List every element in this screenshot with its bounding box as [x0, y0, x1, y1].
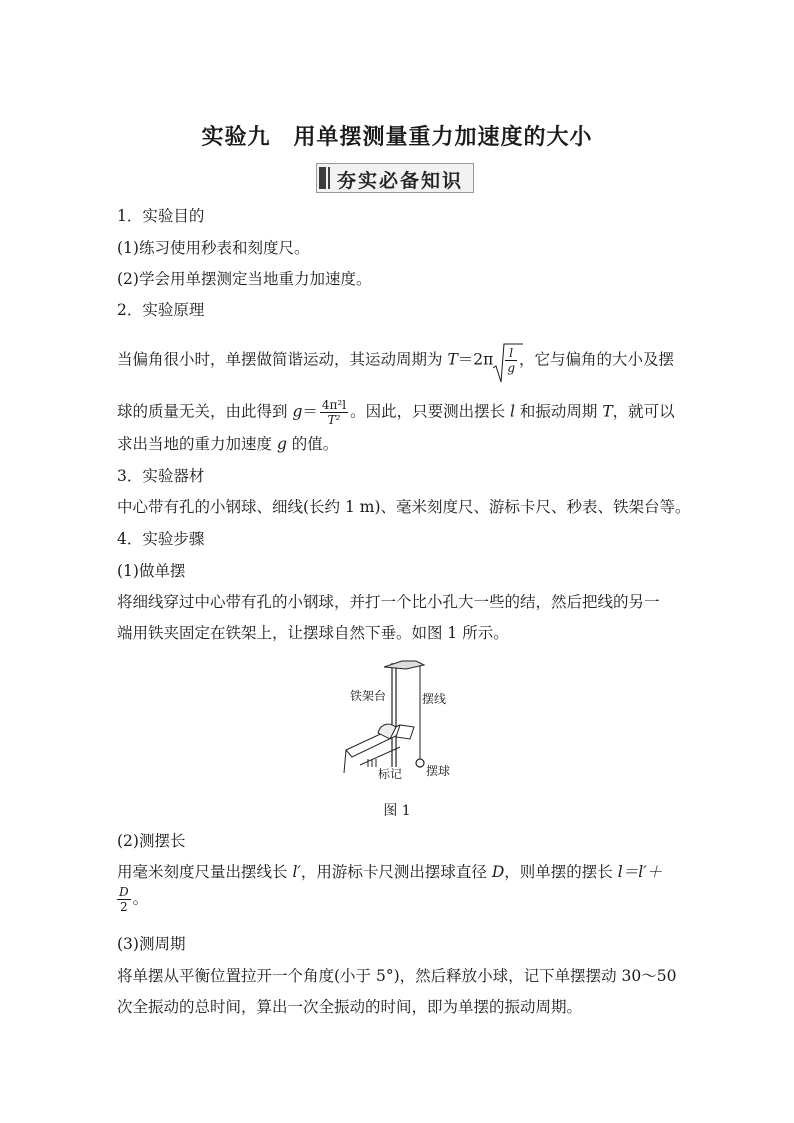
sqrt-formula — [493, 346, 519, 375]
text: 和振动周期 — [514, 402, 603, 421]
text: ，就可以 — [612, 402, 675, 421]
var-D: D — [491, 863, 505, 881]
var-T: T — [447, 350, 458, 369]
banner-text: 夯实必备知识 — [337, 170, 464, 192]
text: 求出当地的重力加速度 — [117, 435, 277, 453]
var-l: l — [510, 402, 515, 421]
step-2-line-2 — [117, 885, 148, 914]
frac-den: T² — [320, 412, 348, 427]
step-2-heading: (2)测摆长 — [117, 832, 186, 850]
step-3-line-2: 次全振动的总时间，算出一次全振动的时间，即为单摆的振动周期。 — [117, 998, 583, 1016]
heading-equipment: 3．实验器材 — [117, 467, 205, 485]
sqrt-sign-icon — [493, 342, 523, 384]
purpose-item-1: (1)练习使用秒表和刻度尺。 — [117, 239, 310, 257]
banner-bar-thin-icon — [328, 167, 330, 189]
label-stand: 铁架台 — [350, 689, 387, 703]
step-2-line-1 — [117, 862, 662, 882]
step-3-heading: (3)测周期 — [117, 935, 186, 953]
text: 球的质量无关，由此得到 — [117, 402, 293, 421]
label-ball: 摆球 — [426, 764, 451, 778]
heading-principle: 2．实验原理 — [117, 301, 205, 319]
text: ，则单摆的摆长 — [504, 863, 618, 881]
step-1-heading: (1)做单摆 — [117, 562, 186, 580]
text: ，用游标卡尺测出摆球直径 — [300, 863, 492, 881]
formula-length: l＝l′＋ — [617, 863, 663, 881]
label-string: 摆线 — [422, 692, 447, 706]
heading-steps: 4．实验步骤 — [117, 530, 205, 548]
label-mark: 标记 — [378, 767, 403, 781]
purpose-item-2: (2)学会用单摆测定当地重力加速度。 — [117, 270, 372, 288]
figure-caption: 图 1 — [383, 803, 411, 819]
principle-line-1 — [117, 346, 674, 375]
fraction-g-formula — [320, 398, 348, 427]
banner-bar-icon — [319, 167, 326, 189]
equipment-list: 中心带有孔的小钢球、细线(长约 1 m)、毫米刻度尺、游标卡尺、秒表、铁架台等。 — [117, 498, 691, 516]
section-banner — [316, 163, 474, 193]
text: ＝2π — [457, 350, 494, 369]
frac-num: D — [119, 885, 129, 899]
principle-line-2 — [117, 398, 675, 427]
page-title: 实验九 用单摆测量重力加速度的大小 — [201, 125, 593, 150]
fraction-d-over-2 — [117, 885, 131, 914]
frac-den: 2 — [117, 899, 131, 914]
var-g: g — [292, 402, 303, 421]
text: 的值。 — [286, 435, 339, 453]
step-1-line-1: 将细线穿过中心带有孔的小钢球，并打一个比小孔大一些的结，然后把线的另一 — [117, 593, 660, 611]
text: ，它与偏角的大小及摆 — [519, 350, 675, 369]
heading-purpose: 1．实验目的 — [117, 207, 205, 225]
step-3-line-1: 将单摆从平衡位置拉开一个角度(小于 5°)，然后释放小球，记下单摆摆动 30～50 — [117, 967, 677, 985]
var-g: g — [276, 435, 287, 453]
frac-num: 4π²l — [321, 398, 347, 412]
frac-den: g — [507, 361, 516, 375]
text: 。因此，只要测出摆长 — [350, 402, 510, 421]
frac-num: l — [509, 346, 514, 360]
pendulum-figure — [340, 655, 460, 785]
text: 。 — [132, 889, 149, 908]
text: 当偏角很小时，单摆做简谐运动，其运动周期为 — [117, 350, 448, 369]
var-T: T — [602, 402, 613, 421]
var-l-prime: l′ — [292, 863, 301, 881]
text: 用毫米刻度尺量出摆线长 — [117, 863, 293, 881]
step-1-line-2: 端用铁夹固定在铁架上，让摆球自然下垂。如图 1 所示。 — [117, 624, 509, 642]
text: ＝ — [302, 402, 318, 421]
principle-line-3 — [117, 434, 338, 454]
